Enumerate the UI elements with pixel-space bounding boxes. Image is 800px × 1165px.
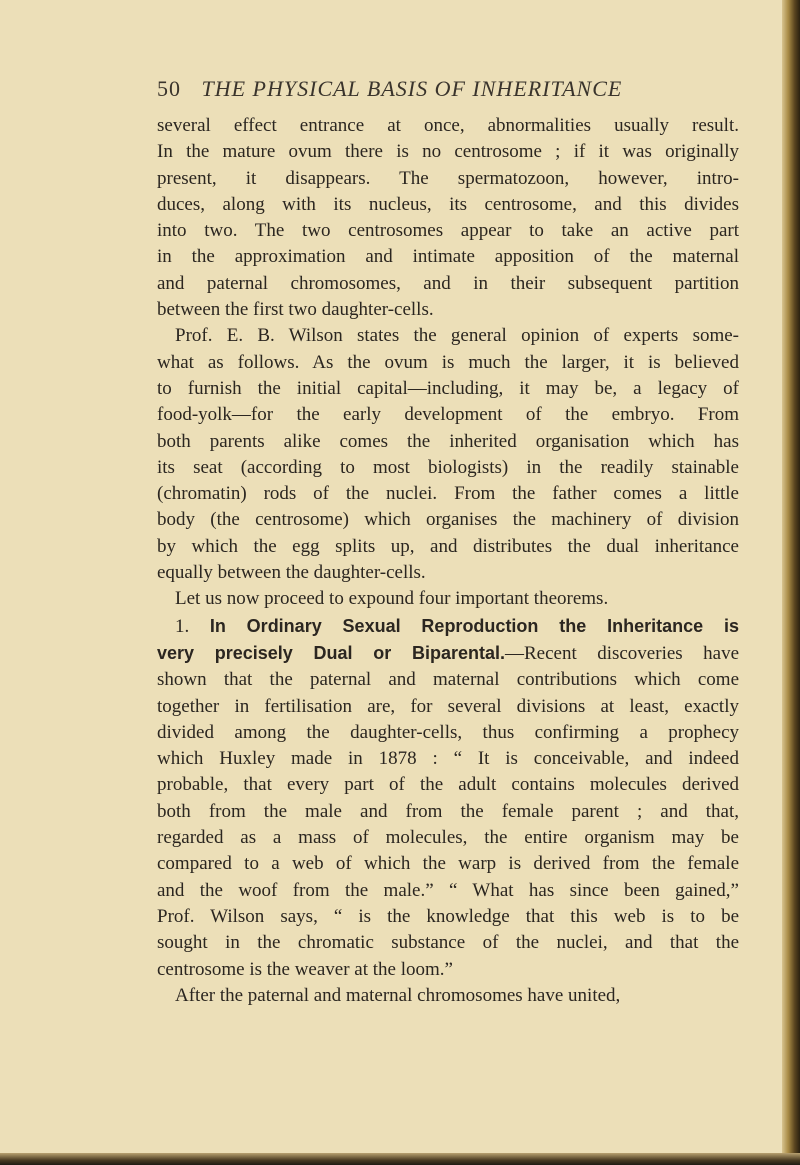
- text-line: present, it disappears. The spermatozoon, however, intro-: [157, 167, 739, 189]
- text-line: compared to a web of which the warp is derived from the female: [157, 853, 739, 875]
- text-line: its seat (according to most biologists) in the readily stainable: [157, 456, 739, 478]
- text-line: Prof. E. B. Wilson states the general opinion of experts some-: [175, 325, 739, 347]
- text-line: regarded as a mass of molecules, the entire organism may be: [157, 827, 739, 849]
- text-line: probable, that every part of the adult contains molecules derived: [157, 774, 739, 796]
- text-line: to furnish the initial capital—including, it may be, a legacy of: [157, 377, 739, 399]
- text-line: between the first two daughter-cells.: [157, 299, 434, 321]
- page-header: [157, 76, 737, 102]
- text-line: both from the male and from the female parent ; and that,: [157, 800, 739, 822]
- text-line: shown that the paternal and maternal contributions which come: [157, 669, 739, 691]
- theorem-title: very precisely Dual or Biparental.: [157, 642, 505, 663]
- page-edge-shadow: [782, 0, 800, 1165]
- text-line: In the mature ovum there is no centrosome ; if it was originally: [157, 141, 739, 163]
- text-line: which Huxley made in 1878 : “ It is conceivable, and indeed: [157, 748, 739, 770]
- text-line: —Recent discoveries have: [504, 642, 739, 664]
- text-line: what as follows. As the ovum is much the larger, it is believed: [157, 351, 739, 373]
- text-line: by which the egg splits up, and distributes the dual inheritance: [157, 535, 739, 557]
- theorem-number: 1.: [175, 615, 210, 637]
- text-line: centrosome is the weaver at the loom.”: [157, 958, 453, 980]
- text-line: divided among the daughter-cells, thus confirming a prophecy: [157, 721, 739, 743]
- body-text: [157, 113, 739, 1009]
- text-line: Let us now proceed to expound four important theorems.: [175, 588, 609, 610]
- text-line: duces, along with its nucleus, its centrosome, and this divides: [157, 193, 739, 215]
- text-line: into two. The two centrosomes appear to take an active part: [157, 220, 739, 242]
- text-line: in the approximation and intimate apposition of the maternal: [157, 246, 739, 268]
- text-line: and paternal chromosomes, and in their subsequent partition: [157, 272, 739, 294]
- theorem-heading-line: [157, 640, 739, 667]
- theorem-title: In Ordinary Sexual Reproduction the Inheritance is: [209, 615, 739, 636]
- text-line: and the woof from the male.” “ What has since been gained,”: [157, 879, 739, 901]
- page-bottom-shadow: [0, 1153, 800, 1165]
- text-line: Prof. Wilson says, “ is the knowledge that this web is to be: [157, 905, 739, 927]
- text-line: both parents alike comes the inherited organisation which has: [157, 430, 739, 452]
- text-line: equally between the daughter-cells.: [157, 562, 426, 584]
- page-number: 50: [157, 76, 181, 101]
- text-line: body (the centrosome) which organises the machinery of division: [157, 509, 739, 531]
- theorem-heading-line: [157, 613, 739, 640]
- text-line: several effect entrance at once, abnormalities usually result.: [157, 115, 739, 136]
- running-title: THE PHYSICAL BASIS OF INHERITANCE: [201, 76, 623, 101]
- text-line: (chromatin) rods of the nuclei. From the father comes a little: [157, 483, 739, 505]
- text-line: together in fertilisation are, for several divisions at least, exactly: [157, 695, 739, 717]
- text-line: sought in the chromatic substance of the nuclei, and that the: [157, 932, 739, 954]
- text-line: food-yolk—for the early development of the embryo. From: [157, 404, 739, 426]
- text-line: After the paternal and maternal chromosomes have united,: [175, 984, 621, 1006]
